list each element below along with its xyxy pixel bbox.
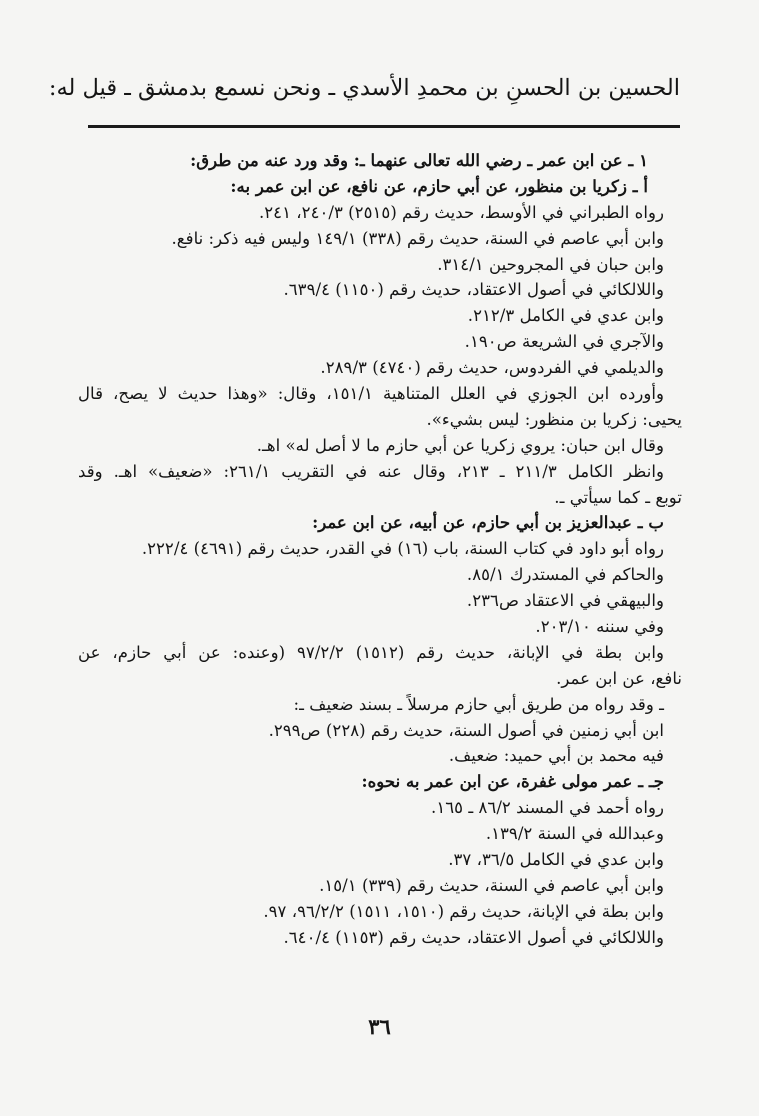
text-line: نافع، عن ابن عمر.	[556, 668, 682, 688]
text-line: ب ـ عبدالعزيز بن أبي حازم، عن أبيه، عن ابن عمر:	[312, 512, 664, 533]
text-line: وابن أبي عاصم في السنة، حديث رقم (٣٣٩) ١٥/١.	[319, 875, 664, 895]
text-line: وابن عدي في الكامل ٣٦/٥، ٣٧.	[448, 850, 664, 870]
text-line: وفي سننه ٢٠٣/١٠.	[535, 617, 664, 637]
text-line: والحاكم في المستدرك ٨٥/١.	[466, 565, 664, 585]
text-line: وابن عدي في الكامل ٢١٢/٣.	[467, 306, 664, 326]
text-line: وابن حبان في المجروحين ٣١٤/١.	[437, 254, 664, 274]
text-line: وابن بطة في الإبانة، حديث رقم (١٥١٢) ٩٧/٢/٢ (وعنده: عن أبي حازم، عن	[78, 642, 664, 662]
text-line: والبيهقي في الاعتقاد ص٢٣٦.	[466, 591, 664, 611]
text-line: جـ ـ عمر مولى غفرة، عن ابن عمر به نحوه:	[361, 771, 664, 792]
text-line: وابن بطة في الإبانة، حديث رقم (١٥١٠، ١٥١١) ٩٦/٢/٢، ٩٧.	[263, 901, 664, 921]
text-line: والآجري في الشريعة ص١٩٠.	[464, 332, 664, 352]
text-line: رواه أحمد في المسند ٨٦/٢ ـ ١٦٥.	[431, 798, 664, 818]
text-line: ـ وقد رواه من طريق أبي حازم مرسلاً ـ بسند ضعيف ـ:	[293, 694, 664, 714]
text-line: وعبدالله في السنة ١٣٩/٢.	[485, 824, 664, 844]
text-line: توبع ـ كما سيأتي ـ.	[554, 487, 682, 507]
text-line: رواه الطبراني في الأوسط، حديث رقم (٢٥١٥) ٢٤٠/٣، ٢٤١.	[258, 202, 664, 222]
text-line: رواه أبو داود في كتاب السنة، باب (١٦) في القدر، حديث رقم (٤٦٩١) ٢٢٢/٤.	[141, 539, 664, 559]
text-line: ١ ـ عن ابن عمر ـ رضي الله تعالى عنهما ـ: وقد ورد عنه من طرق:	[190, 150, 648, 170]
text-line: وابن أبي عاصم في السنة، حديث رقم (٣٣٨) ١٤٩/١ وليس فيه ذكر: نافع.	[171, 228, 664, 248]
page-number: ٣٦	[368, 1014, 391, 1039]
text-line: فيه محمد بن أبي حميد: ضعيف.	[448, 746, 664, 766]
text-line: والديلمي في الفردوس، حديث رقم (٤٧٤٠) ٢٨٩/٣.	[320, 358, 664, 378]
running-header: الحسين بن الحسنِ بن محمدِ الأسدي ـ ونحن نسمع بدمشق ـ قيل له:	[48, 75, 680, 101]
header-rule	[88, 125, 680, 128]
body-text	[78, 148, 682, 951]
text-line: وانظر الكامل ٢١١/٣ ـ ٢١٣، وقال عنه في التقريب ٢٦١/١: «ضعيف» اهـ. وقد	[78, 461, 664, 481]
text-line: واللالكائي في أصول الاعتقاد، حديث رقم (١١٥٣) ٦٤٠/٤.	[283, 927, 664, 947]
text-line: ابن أبي زمنين في أصول السنة، حديث رقم (٢٢٨) ص٢٩٩.	[268, 720, 664, 740]
text-line: واللالكائي في أصول الاعتقاد، حديث رقم (١١٥٠) ٦٣٩/٤.	[283, 280, 664, 300]
text-line: أ ـ زكريا بن منظور، عن أبي حازم، عن نافع، عن ابن عمر به:	[230, 175, 648, 196]
text-line: وقال ابن حبان: يروي زكريا عن أبي حازم ما لا أصل له» اهـ.	[256, 435, 664, 455]
text-line: وأورده ابن الجوزي في العلل المتناهية ١٥١/١، وقال: «وهذا حديث لا يصح، قال	[78, 384, 664, 404]
text-line: يحيى: زكريا بن منظور: ليس بشيء».	[426, 409, 682, 429]
